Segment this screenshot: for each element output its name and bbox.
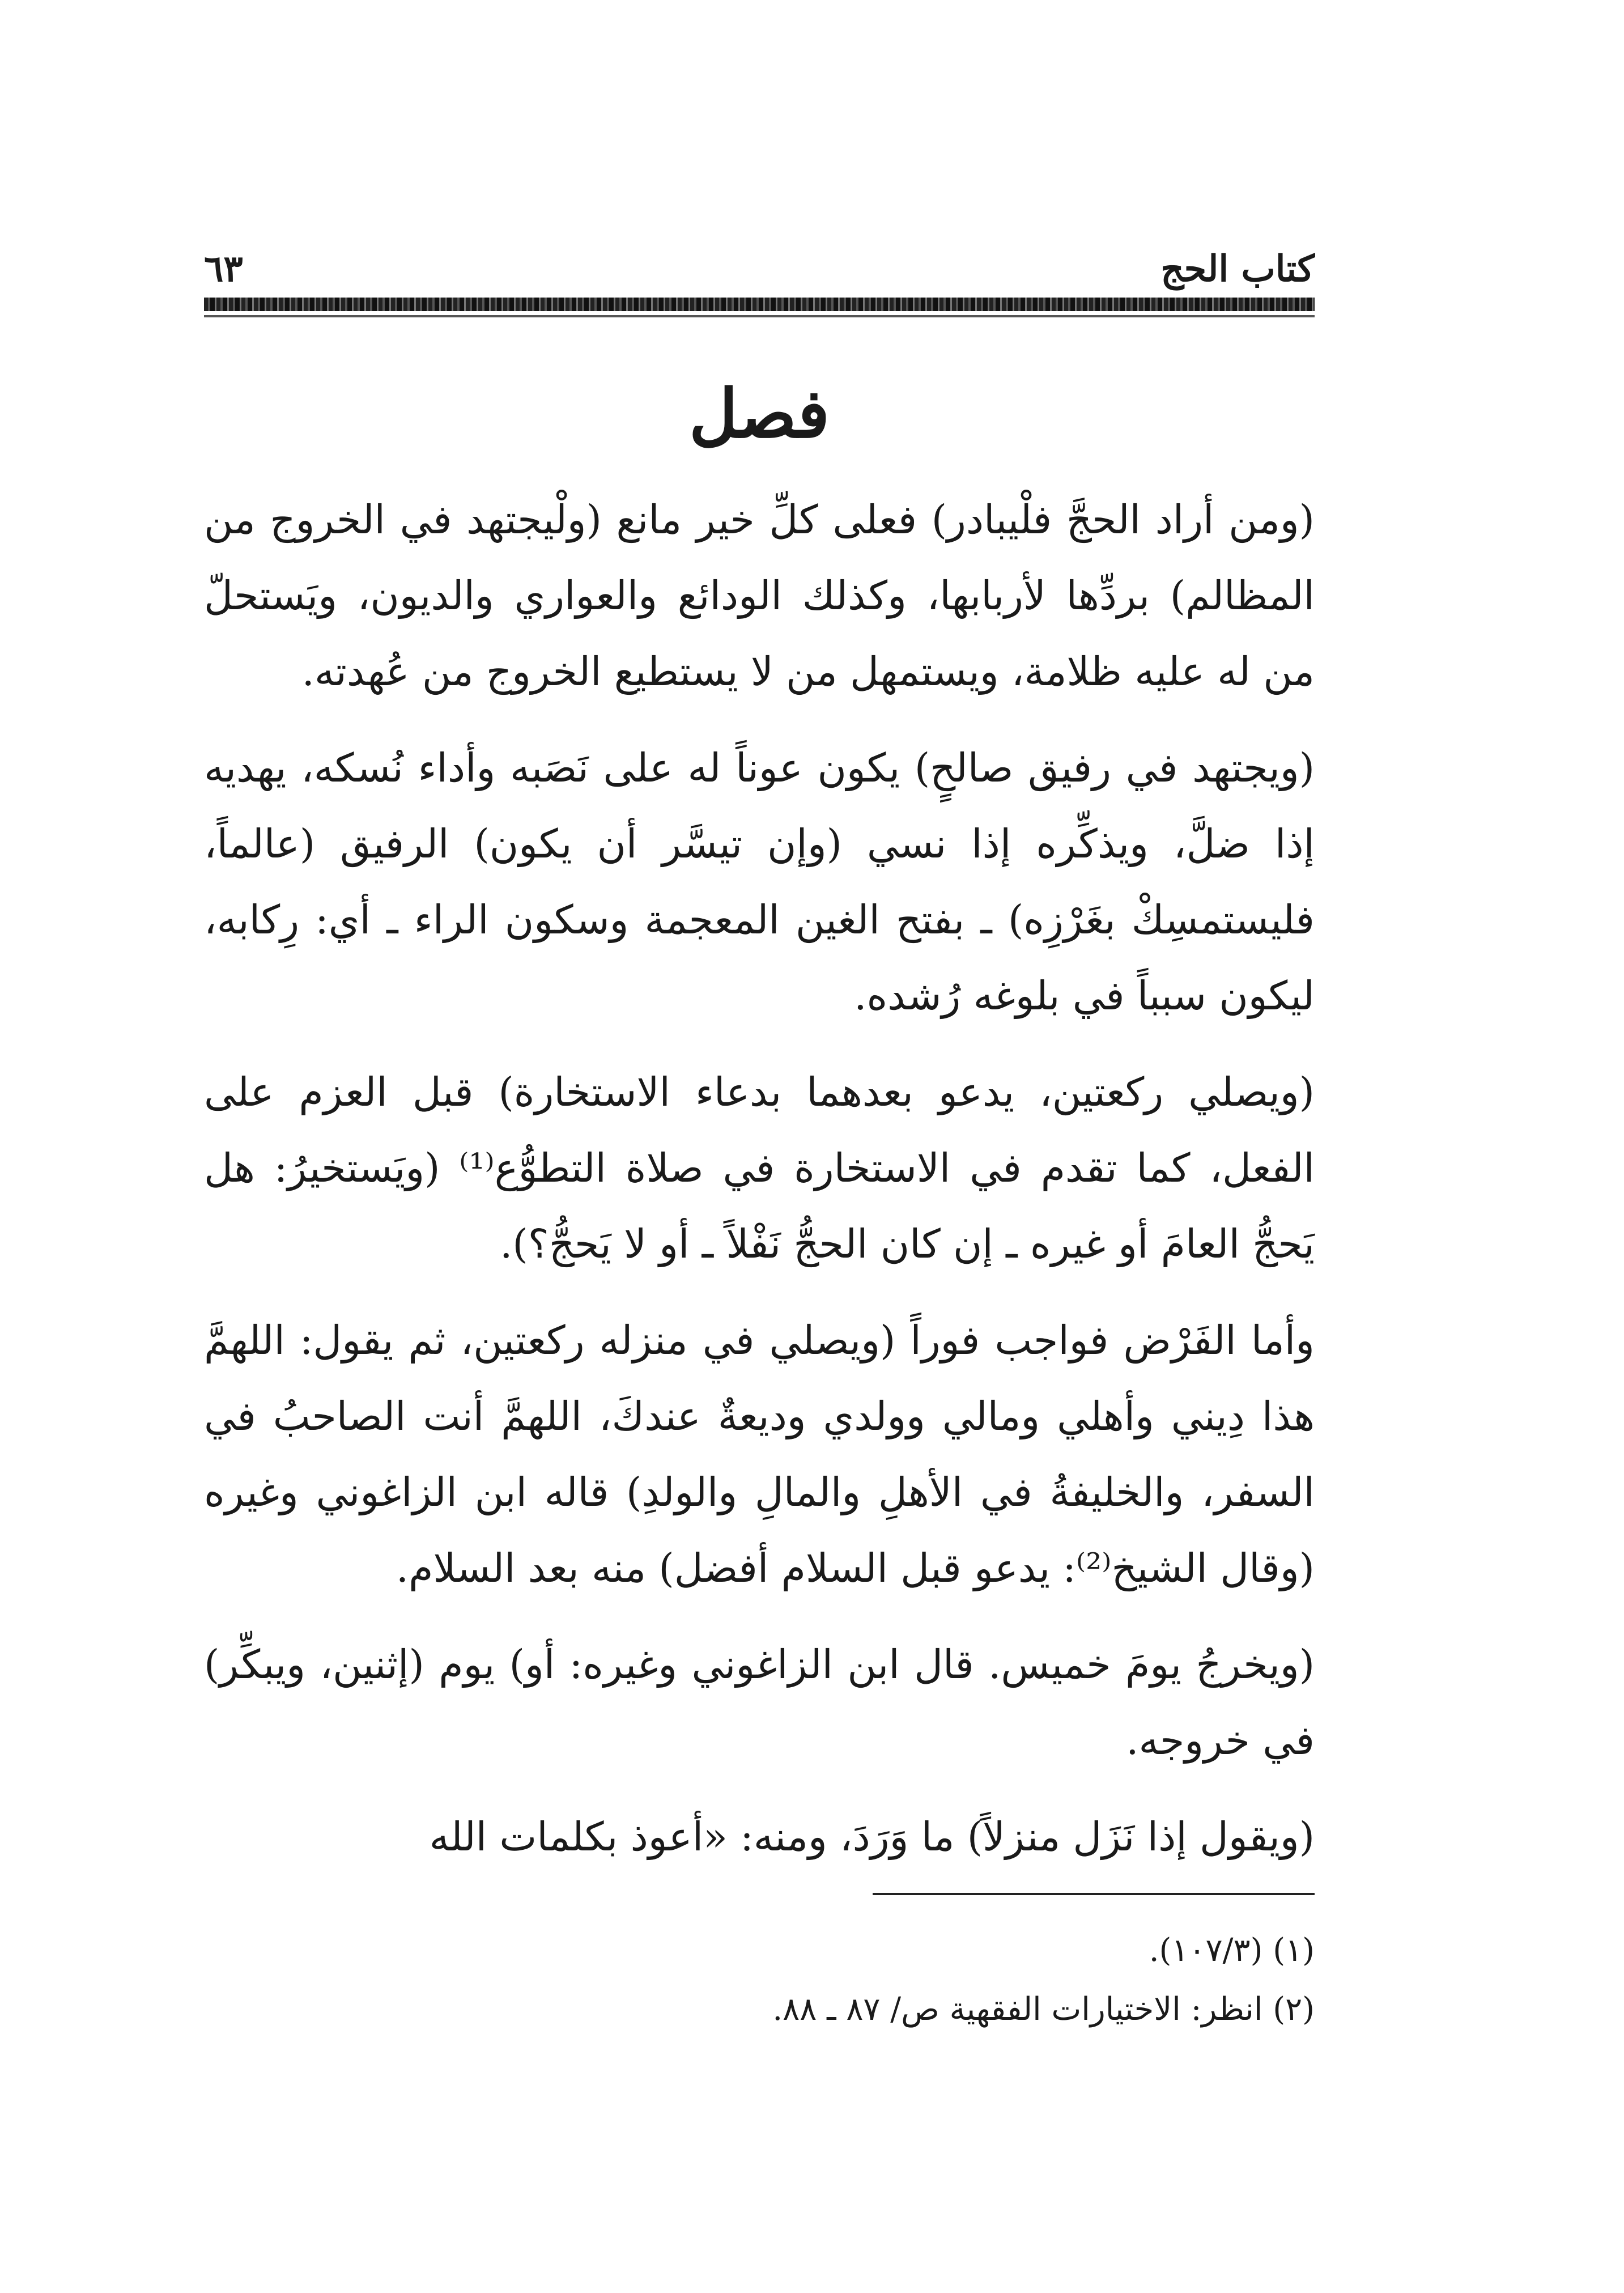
footnotes <box>204 1921 1315 2039</box>
paragraph-2: (ويجتهد في رفيق صالحٍ) يكون عوناً له على نَصَبه وأداء نُسكه، يهديه إذا ضلَّ، ويذكِّره إذا نسي (وإن تيسَّر أن يكون) الرفيق (عالماً، فليستمسِكْ بغَرْزِه) ـ بفتح الغين المعجمة وسكون الراء ـ أي: رِكابه، ليكون سبباً في بلوغه رُشده. <box>204 745 1315 1019</box>
header-rule-thin <box>204 315 1315 317</box>
paragraph-6: (ويقول إذا نَزَل منزلاً) ما وَرَدَ، ومنه: «أعوذ بكلمات الله <box>429 1814 1315 1860</box>
page-number: ٦٣ <box>204 248 243 290</box>
paragraph-4: وأما الفَرْض فواجب فوراً (ويصلي في منزله ركعتين، ثم يقول: اللهمَّ هذا دِيني وأهلي ومالي وولدي وديعةٌ عندكَ، اللهمَّ أنت الصاحبُ في السفر، والخليفةُ في الأهلِ والمالِ والولدِ) قاله ابن الزاغوني وغيره (وقال الشيخ⁽²⁾: يدعو قبل السلام أفضل) منه بعد السلام. <box>204 1317 1315 1591</box>
paragraph-5: (ويخرجُ يومَ خميس. قال ابن الزاغوني وغيره: أو) يوم (إثنين، ويبكِّر) في خروجه. <box>204 1641 1315 1764</box>
paragraph-3: (ويصلي ركعتين، يدعو بعدهما بدعاء الاستخارة) قبل العزم على الفعل، كما تقدم في الاستخارة في صلاة التطوُّع⁽¹⁾ (ويَستخيرُ: هل يَحجُّ العامَ أو غيره ـ إن كان الحجُّ نَفْلاً ـ أو لا يَحجُّ؟). <box>204 1069 1315 1267</box>
footnote-rule <box>873 1893 1315 1895</box>
page-header <box>204 244 1315 295</box>
footnote-2: (٢) انظر: الاختيارات الفقهية ص/ ٨٧ ـ ٨٨. <box>772 1991 1315 2028</box>
paragraph-1: (ومن أراد الحجَّ فلْيبادر) فعلى كلِّ خير مانع (ولْيجتهد في الخروج من المظالم) بردِّها لأربابها، وكذلك الودائع والعواري والديون، ويَستحلّ من له عليه ظلامة، ويستمهل من لا يستطيع الخروج من عُهدته. <box>204 496 1315 695</box>
running-title: كتاب الحج <box>1160 248 1315 290</box>
body-text <box>204 482 1315 1895</box>
section-title: فصل <box>688 374 830 453</box>
footnote-1: (١) (١٠٧/٣). <box>1149 1932 1315 1969</box>
header-rule <box>204 298 1315 311</box>
